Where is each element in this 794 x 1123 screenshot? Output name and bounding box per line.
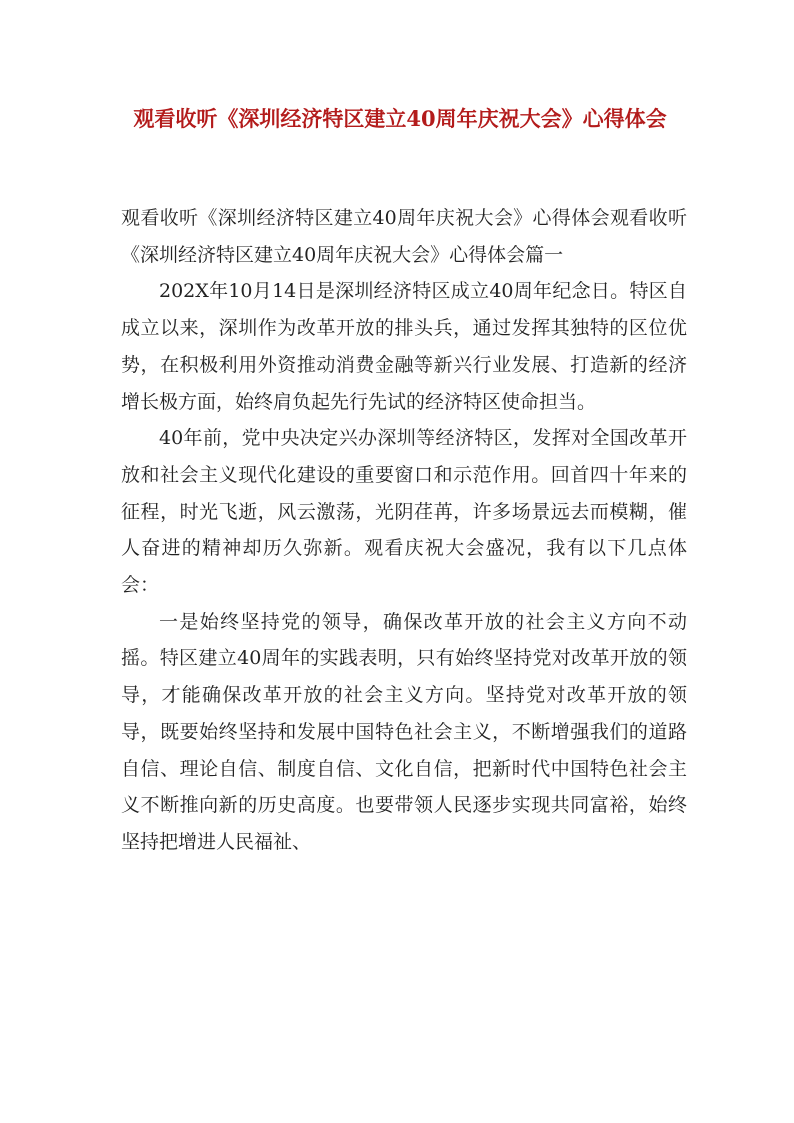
intro-paragraph: 观看收听《深圳经济特区建立40周年庆祝大会》心得体会观看收听《深圳经济特区建立40周年庆祝大会》心得体会篇一 [121, 207, 687, 266]
body-paragraph-2: 40年前，党中央决定兴办深圳等经济特区，发挥对全国改革开放和社会主义现代化建设的重要窗口和示范作用。回首四十年来的征程，时光飞逝，风云激荡，光阴荏苒，许多场景远去而模糊，催人奋进的精神却历久弥新。观看庆祝大会盛况，我有以下几点体会： [121, 427, 687, 597]
body-paragraph-3: 一是始终坚持党的领导，确保改革开放的社会主义方向不动摇。特区建立40周年的实践表明，只有始终坚持党对改革开放的领导，才能确保改革开放的社会主义方向。坚持党对改革开放的领导，既要始终坚持和发展中国特色社会主义，不断增强我们的道路自信、理论自信、制度自信、文化自信，把新时代中国特色社会主义不断推向新的历史高度。也要带领人民逐步实现共同富裕，始终坚持把增进人民福祉、 [121, 610, 687, 853]
document-title: 观看收听《深圳经济特区建立40周年庆祝大会》心得体会 [133, 106, 667, 131]
body-paragraph-1: 202X年10月14日是深圳经济特区成立40周年纪念日。特区自成立以来，深圳作为改革开放的排头兵，通过发挥其独特的区位优势，在积极利用外资推动消费金融等新兴行业发展、打造新的经济增长极方面，始终肩负起先行先试的经济特区使命担当。 [121, 280, 687, 413]
document-body [121, 200, 687, 861]
